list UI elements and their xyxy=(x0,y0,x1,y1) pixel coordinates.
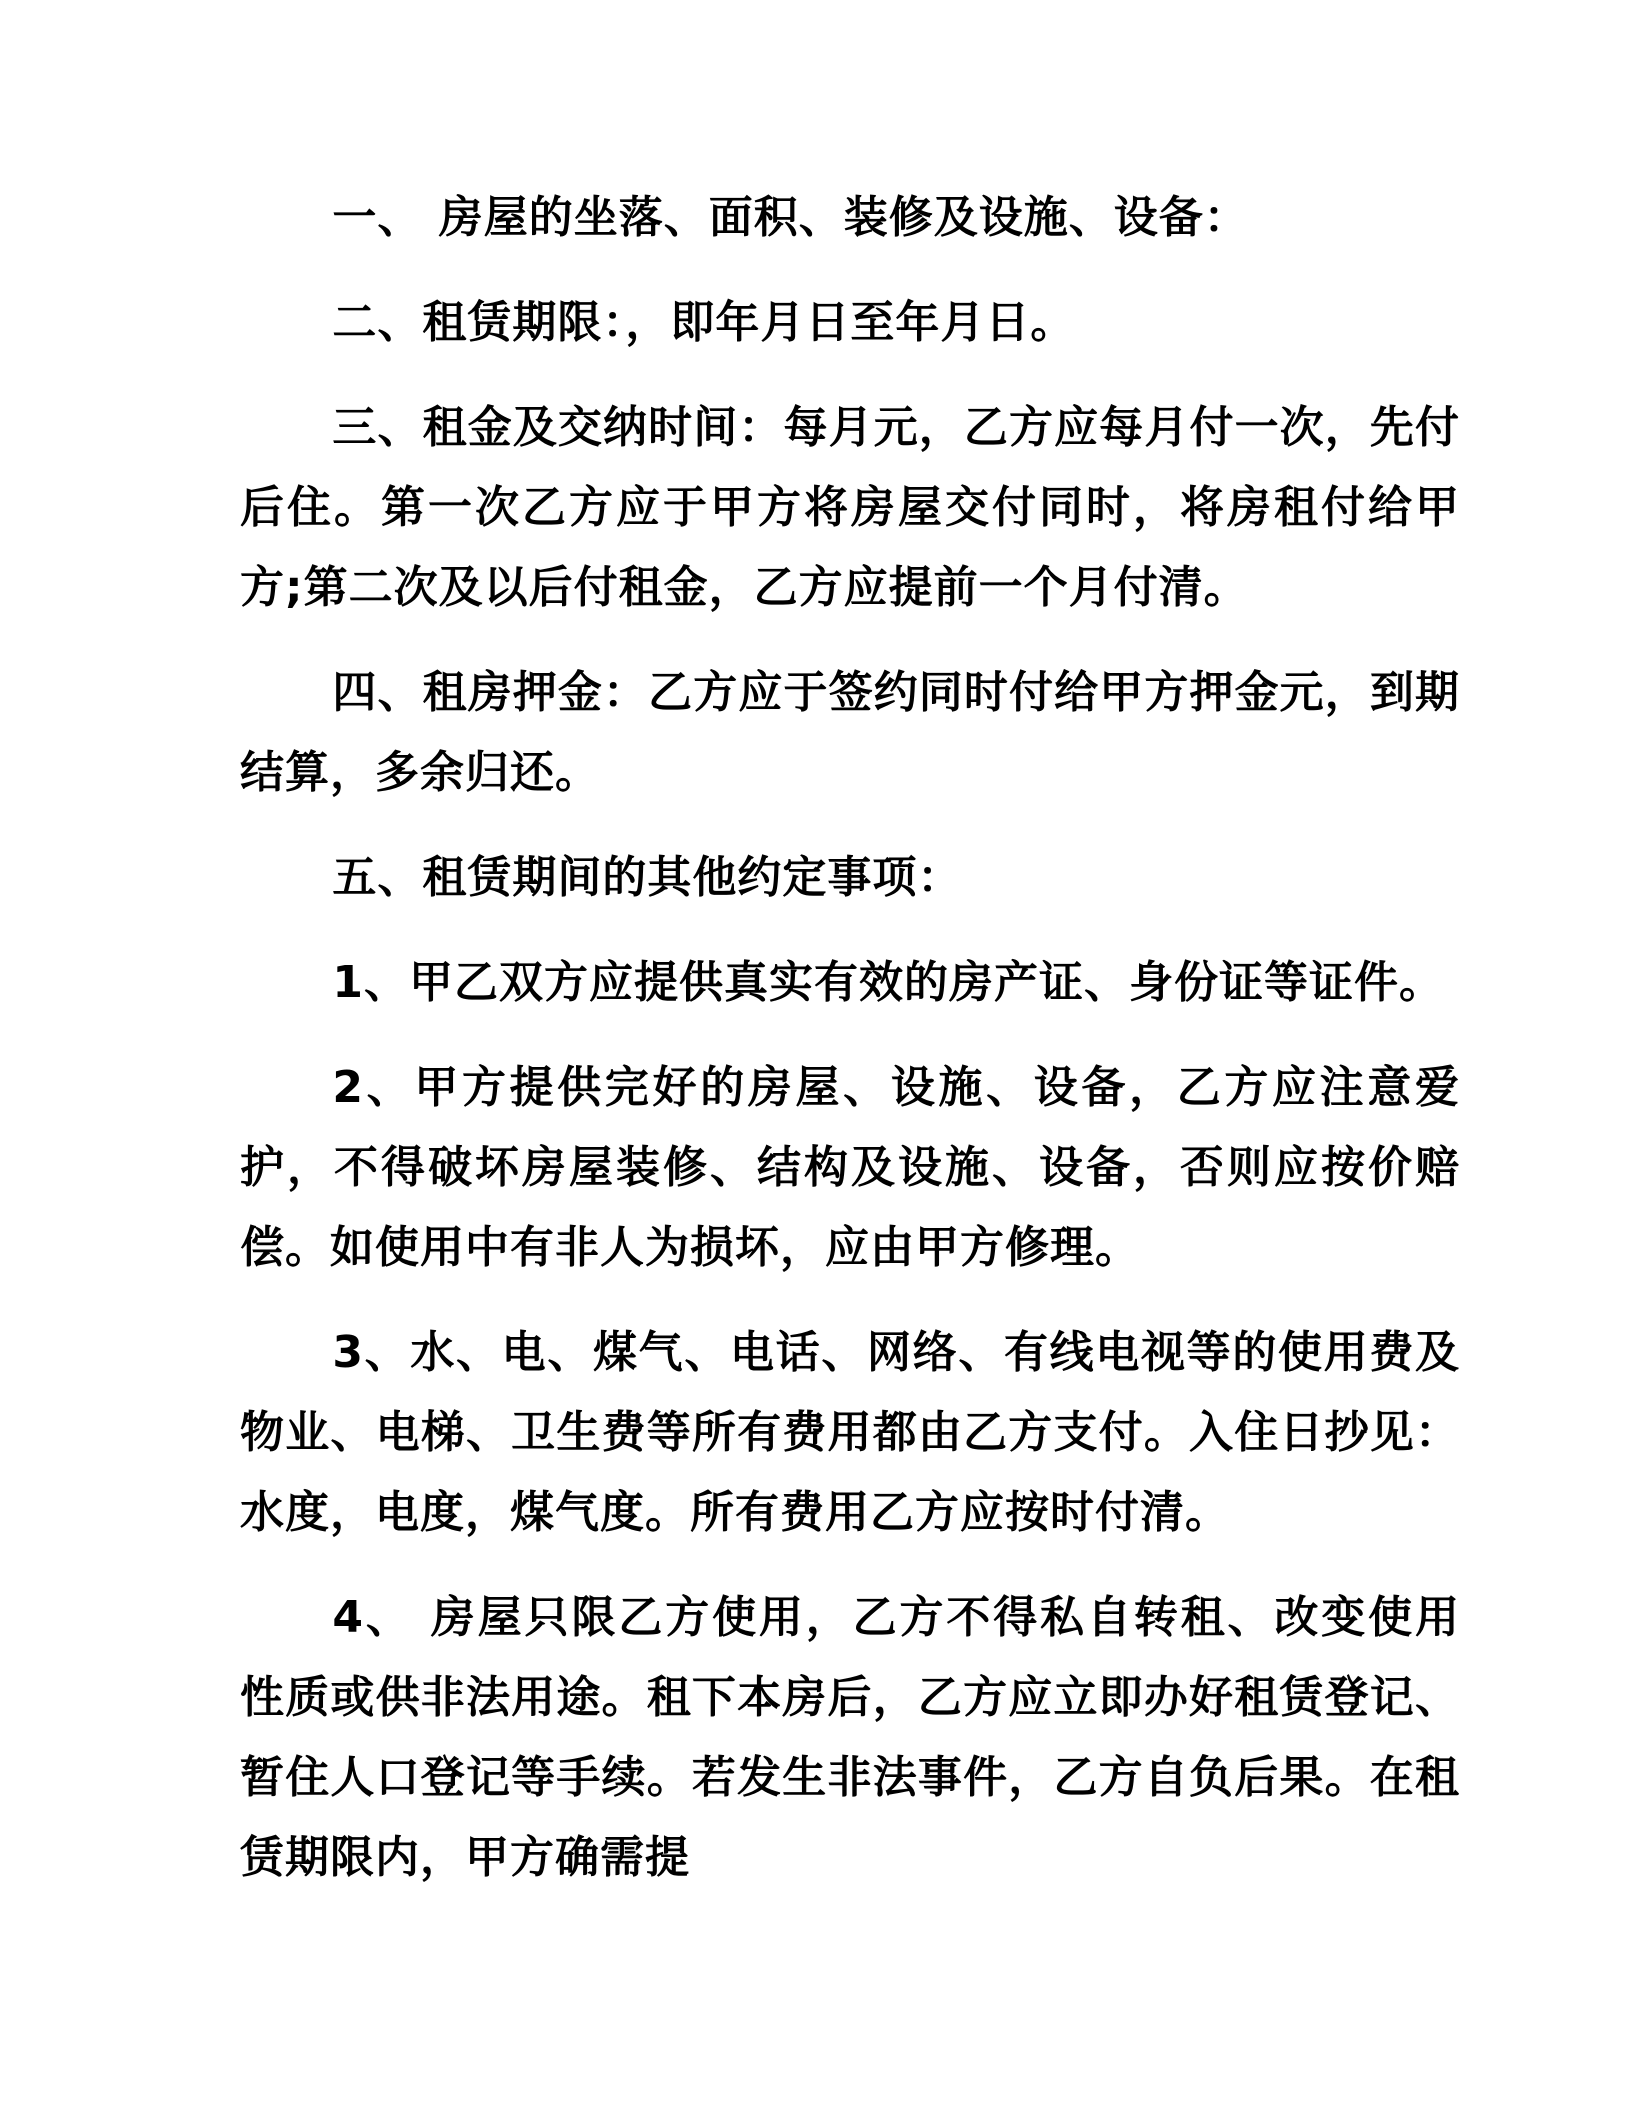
document-paragraph-6: 1、甲乙双方应提供真实有效的房产证、身份证等证件。 xyxy=(332,957,1445,1008)
document-paragraph-4: 四、租房押金：乙方应于签约同时付给甲方押金元，到期结算，多余归还。 xyxy=(240,667,1460,798)
document-paragraph-1: 一、 房屋的坐落、面积、装修及设施、设备： xyxy=(332,192,1249,243)
document-paragraph-8: 3、水、电、煤气、电话、网络、有线电视等的使用费及物业、电梯、卫生费等所有费用都由乙方支付。入住日抄见：水度，电度，煤气度。所有费用乙方应按时付清。 xyxy=(240,1327,1460,1538)
document-paragraph-2: 二、租赁期限：，即年月日至年月日。 xyxy=(332,297,1076,348)
document-body xyxy=(240,178,1460,1923)
document-paragraph-7: 2、甲方提供完好的房屋、设施、设备，乙方应注意爱护，不得破坏房屋装修、结构及设施、设备，否则应按价赔偿。如使用中有非人为损坏，应由甲方修理。 xyxy=(240,1062,1460,1273)
document-paragraph-3: 三、租金及交纳时间：每月元，乙方应每月付一次，先付后住。第一次乙方应于甲方将房屋交付同时，将房租付给甲方;第二次及以后付租金，乙方应提前一个月付清。 xyxy=(240,402,1460,613)
document-paragraph-5: 五、租赁期间的其他约定事项： xyxy=(332,852,963,903)
document-paragraph-9: 4、 房屋只限乙方使用，乙方不得私自转租、改变使用性质或供非法用途。租下本房后，乙方应立即办好租赁登记、暂住人口登记等手续。若发生非法事件，乙方自负后果。在租赁期限内，甲方确需提 xyxy=(240,1592,1460,1883)
